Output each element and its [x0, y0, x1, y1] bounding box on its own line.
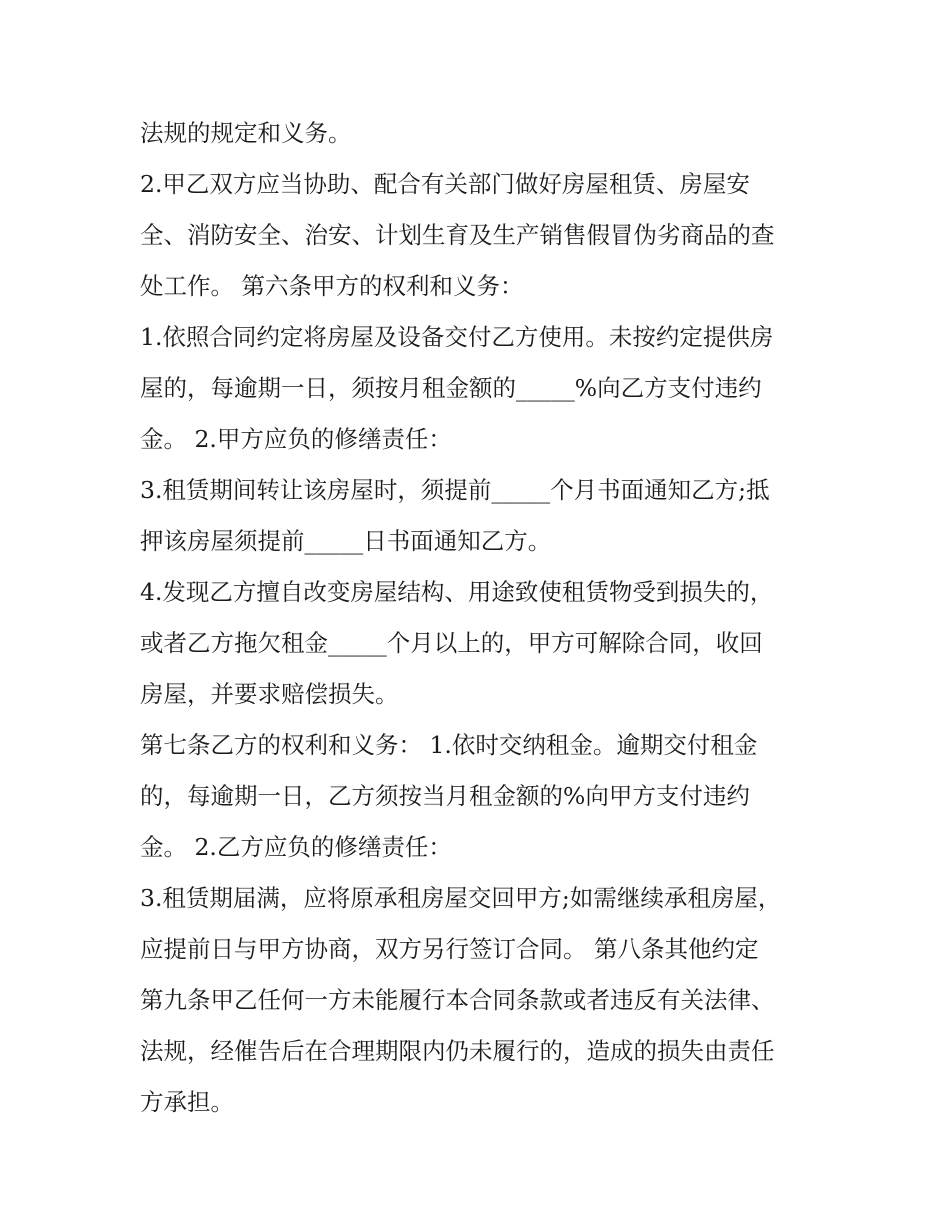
text-line: 处工作。 第六条甲方的权利和义务：: [140, 272, 524, 300]
text-line: 押该房屋须提前_____日书面通知乙方。: [140, 527, 552, 555]
text-line: 屋的，每逾期一日，须按月租金额的_____%向乙方支付违约: [140, 374, 762, 402]
text-line: 方承担。: [140, 1088, 234, 1116]
text-line: 4.发现乙方擅自改变房屋结构、用途致使租赁物受到损失的，: [140, 578, 774, 606]
text-line: 2.甲乙双方应当协助、配合有关部门做好房屋租赁、房屋安: [140, 170, 750, 198]
text-line: 1.依照合同约定将房屋及设备交付乙方使用。未按约定提供房: [140, 323, 774, 351]
text-line: 法规的规定和义务。: [140, 119, 352, 147]
text-line: 的，每逾期一日，乙方须按当月租金额的%向甲方支付违约: [140, 782, 750, 810]
text-line: 房屋，并要求赔偿损失。: [140, 680, 399, 708]
text-line: 金。 2.甲方应负的修缮责任：: [140, 425, 452, 453]
text-line: 第七条乙方的权利和义务： 1.依时交纳租金。逾期交付租金: [140, 731, 758, 759]
text-line: 第九条甲乙任何一方未能履行本合同条款或者违反有关法律、: [140, 986, 775, 1014]
text-line: 或者乙方拖欠租金_____个月以上的，甲方可解除合同，收回: [140, 629, 763, 657]
text-line: 应提前日与甲方协商，双方另行签订合同。 第八条其他约定: [140, 935, 759, 963]
text-line: 法规，经催告后在合理期限内仍未履行的，造成的损失由责任: [140, 1037, 775, 1065]
text-line: 全、消防安全、治安、计划生育及生产销售假冒伪劣商品的查: [140, 221, 775, 249]
text-line: 3.租赁期间转让该房屋时，须提前_____个月书面通知乙方;抵: [140, 476, 770, 504]
contract-text: [140, 108, 820, 1128]
text-line: 金。 2.乙方应负的修缮责任：: [140, 833, 452, 861]
text-line: 3.租赁期届满，应将原承租房屋交回甲方;如需继续承租房屋，: [140, 884, 782, 912]
